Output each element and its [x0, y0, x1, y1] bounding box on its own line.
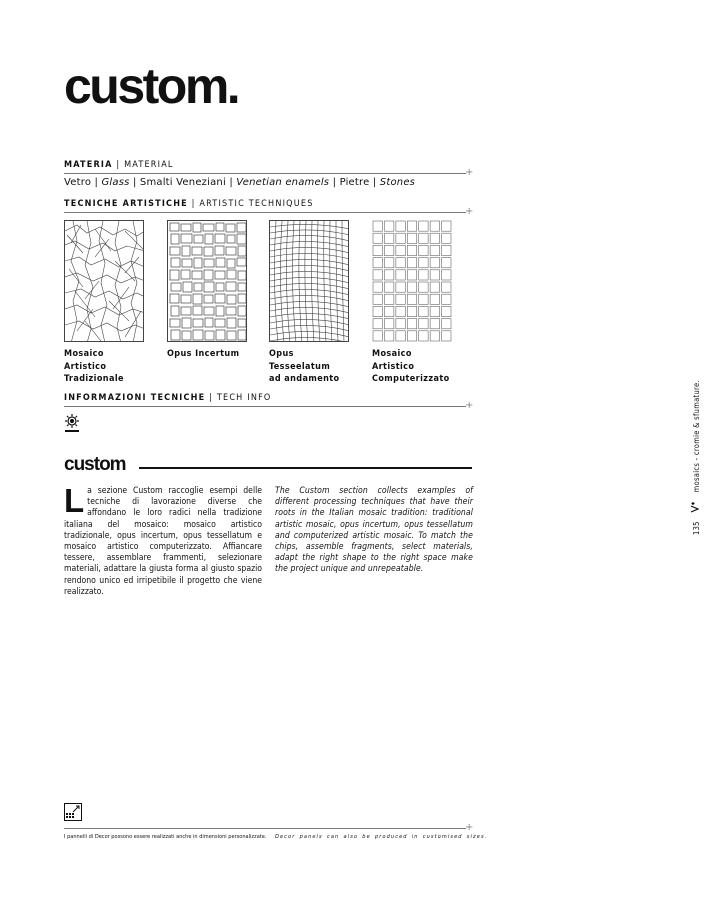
- material-it: Smalti Veneziani: [139, 177, 226, 188]
- info-label: INFORMAZIONI TECNICHE | TECH INFO: [64, 393, 272, 403]
- brand-logo: [690, 501, 701, 513]
- grid-cell: [396, 221, 405, 231]
- materia-label-en: MATERIAL: [124, 160, 174, 170]
- grid-cell: [430, 294, 439, 304]
- technique-label: Mosaico Artistico Computerizzato: [372, 349, 450, 384]
- grid-cell: [442, 282, 451, 292]
- grid-cell: [407, 221, 416, 231]
- grid-cell: [407, 319, 416, 329]
- material-en: Glass: [101, 177, 130, 188]
- tecniche-label-it: TECNICHE ARTISTICHE: [64, 199, 188, 209]
- grid-cell: [384, 306, 393, 316]
- grid-cell: [407, 233, 416, 243]
- footer-note-en: Decor panels can also be produced in customised sizes.: [275, 834, 488, 840]
- grid-cell: [396, 306, 405, 316]
- divider: [64, 212, 466, 213]
- grid-cell: [419, 221, 428, 231]
- grid-cell: [442, 306, 451, 316]
- grid-cell: [396, 282, 405, 292]
- opus-tessellatum-pattern: [270, 221, 349, 342]
- divider: [64, 828, 466, 829]
- grid-cell: [442, 258, 451, 268]
- mosaic-computerized-pattern: [372, 220, 452, 342]
- mosaic-computerized-image: [372, 220, 452, 342]
- grid-cell: [419, 233, 428, 243]
- grid-cell: [373, 282, 382, 292]
- grid-cell: [373, 258, 382, 268]
- grid-cell: [430, 306, 439, 316]
- grid-cell: [396, 270, 405, 280]
- grid-cell: [407, 270, 416, 280]
- page-title: custom.: [64, 58, 239, 114]
- grid-cell: [419, 270, 428, 280]
- grid-cell: [384, 245, 393, 255]
- grid-cell: [407, 294, 416, 304]
- grid-cell: [384, 294, 393, 304]
- grid-cell: [396, 233, 405, 243]
- section-subtitle: custom: [64, 454, 126, 475]
- grid-cell: [430, 331, 439, 341]
- grid-cell: [419, 245, 428, 255]
- grid-cell: [430, 233, 439, 243]
- info-label-en: TECH INFO: [216, 393, 272, 403]
- grid-cell: [442, 331, 451, 341]
- grid-cell: [430, 245, 439, 255]
- grid-cell: [373, 331, 382, 341]
- grid-cell: [407, 258, 416, 268]
- plus-icon: +: [465, 400, 474, 411]
- grid-cell: [419, 282, 428, 292]
- grid-cell: [373, 294, 382, 304]
- grid-cell: [407, 282, 416, 292]
- grid-cell: [442, 221, 451, 231]
- grid-cell: [430, 221, 439, 231]
- grid-cell: [384, 282, 393, 292]
- tecniche-label-en: ARTISTIC TECHNIQUES: [199, 199, 314, 209]
- grid-cell: [430, 270, 439, 280]
- gear-icon: [64, 413, 80, 438]
- grid-cell: [442, 270, 451, 280]
- divider: [64, 406, 466, 407]
- plus-icon: +: [465, 822, 474, 833]
- custom-size-icon: [64, 803, 82, 826]
- mosaic-traditional-image: [64, 220, 144, 342]
- material-it: Pietre: [339, 177, 370, 188]
- plus-icon: +: [465, 206, 474, 217]
- grid-cell: [430, 319, 439, 329]
- materia-label-it: MATERIA: [64, 160, 113, 170]
- side-caption: [690, 380, 701, 535]
- grid-cell: [373, 306, 382, 316]
- grid-cell: [430, 258, 439, 268]
- grid-cell: [384, 270, 393, 280]
- grid-cell: [419, 306, 428, 316]
- grid-cell: [396, 258, 405, 268]
- divider: [64, 173, 466, 174]
- grid-cell: [373, 270, 382, 280]
- grid-cell: [384, 319, 393, 329]
- grid-cell: [373, 319, 382, 329]
- page-number: 135: [692, 521, 701, 535]
- grid-cell: [407, 245, 416, 255]
- grid-cell: [384, 233, 393, 243]
- grid-cell: [442, 319, 451, 329]
- side-text: mosaics - cromie & sfumature.: [692, 380, 701, 493]
- grid-cell: [384, 331, 393, 341]
- grid-cell: [442, 294, 451, 304]
- grid-cell: [419, 294, 428, 304]
- grid-cell: [384, 258, 393, 268]
- opus-tessellatum-image: [269, 220, 349, 342]
- grid-cell: [373, 233, 382, 243]
- grid-cell: [407, 331, 416, 341]
- material-en: Venetian enamels: [236, 177, 330, 188]
- grid-cell: [430, 282, 439, 292]
- grid-cell: [396, 245, 405, 255]
- grid-cell: [396, 331, 405, 341]
- grid-cell: [373, 245, 382, 255]
- opus-incertum-image: [167, 220, 247, 342]
- plus-icon: +: [465, 167, 474, 178]
- body-text-en: The Custom section collects examples of different processing techniques that have their roots in the Italian mosaic tradition: traditional artistic mosaic, opus incertum, opus tessellatum and computerized artistic mosaic. To match the chips, assemble fragments, select materials, adapt the right shape to the right space make the project unique and unrepeatable.: [275, 486, 473, 575]
- body-text-it: La sezione Custom raccoglie esempi delle tecniche di lavorazione diverse che affondano le loro radici nella tradizione italiana del mosaico: mosaico artistico tradizionale, opus incertum, opus tessellatum e mosaico artistico computerizzato. Affiancare tessere, assemblare frammenti, selezionare materiali, adattare la giusta forma al giusto spazio rendono unico ed irripetibile il progetto che viene realizzato.: [64, 482, 262, 597]
- heavy-rule: [139, 467, 472, 469]
- drop-cap: L: [64, 482, 85, 519]
- grid-cell: [373, 221, 382, 231]
- technique-label: Mosaico Artistico Tradizionale: [64, 349, 124, 384]
- opus-incertum-pattern: [168, 221, 247, 342]
- mosaic-traditional-pattern: [65, 221, 144, 342]
- grid-cell: [442, 233, 451, 243]
- footer-note-it: I pannelli di Decor possono essere realizzati anche in dimensioni personalizzate.: [64, 834, 267, 840]
- tecniche-label: TECNICHE ARTISTICHE | ARTISTIC TECHNIQUES: [64, 199, 314, 209]
- grid-cell: [396, 294, 405, 304]
- materia-label: MATERIA | MATERIAL: [64, 160, 174, 170]
- technique-label: Opus Tesseelatum ad andamento: [269, 349, 340, 384]
- grid-cell: [407, 306, 416, 316]
- material-en: Stones: [379, 177, 416, 188]
- grid-cell: [442, 245, 451, 255]
- grid-cell: [419, 331, 428, 341]
- grid-cell: [396, 319, 405, 329]
- technique-label: Opus Incertum: [167, 349, 240, 359]
- grid-cell: [419, 319, 428, 329]
- material-it: Vetro: [64, 177, 92, 188]
- material-list: Vetro | Glass | Smalti Veneziani | Venetian enamels | Pietre | Stones: [64, 177, 416, 188]
- info-label-it: INFORMAZIONI TECNICHE: [64, 393, 206, 403]
- grid-cell: [384, 221, 393, 231]
- grid-cell: [419, 258, 428, 268]
